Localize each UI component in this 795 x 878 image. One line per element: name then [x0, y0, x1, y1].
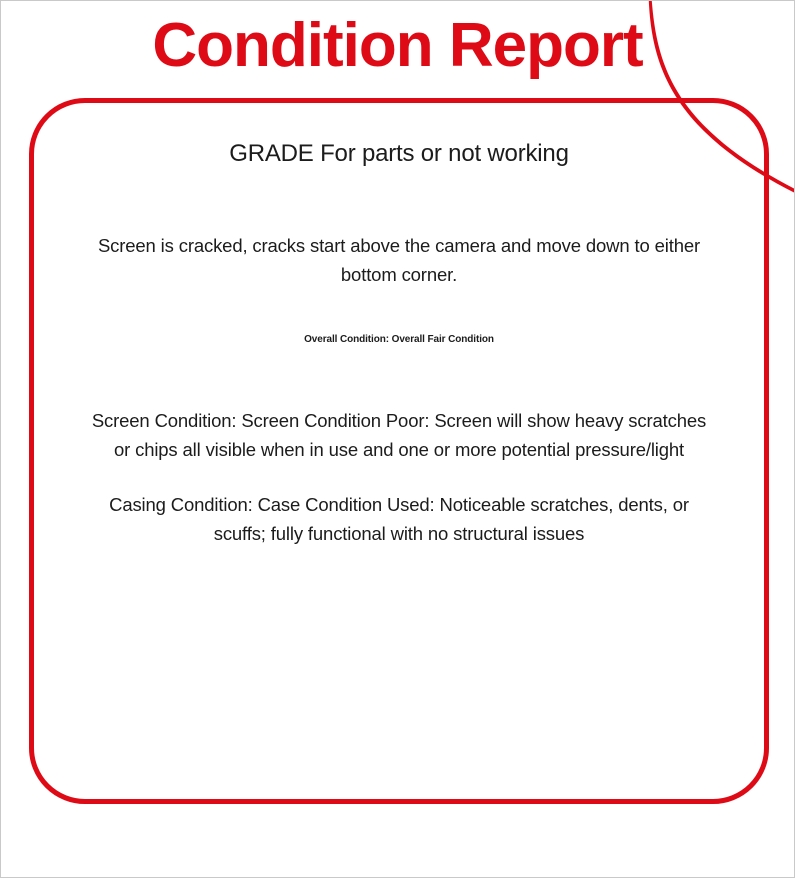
casing-condition-line: Casing Condition: Case Condition Used: Noticeable scratches, dents, or — [109, 494, 689, 515]
screen-condition-line: or chips all visible when in use and one or more potential pressure/light — [113, 439, 685, 460]
damage-description-line: bottom corner. — [340, 264, 458, 285]
report-panel — [29, 98, 769, 804]
casing-condition — [52, 490, 746, 548]
screen-condition — [52, 406, 746, 464]
overall-condition: Overall Condition: Overall Fair Condition — [304, 334, 494, 345]
page-title: Condition Report — [152, 11, 643, 80]
damage-description — [52, 231, 746, 289]
grade-heading: GRADE For parts or not working — [229, 140, 569, 167]
screen-condition-line: Screen Condition: Screen Condition Poor: Screen will show heavy scratches — [91, 410, 707, 431]
damage-description-line: Screen is cracked, cracks start above the camera and move down to either — [97, 235, 701, 256]
casing-condition-line: scuffs; fully functional with no structural issues — [213, 523, 585, 544]
